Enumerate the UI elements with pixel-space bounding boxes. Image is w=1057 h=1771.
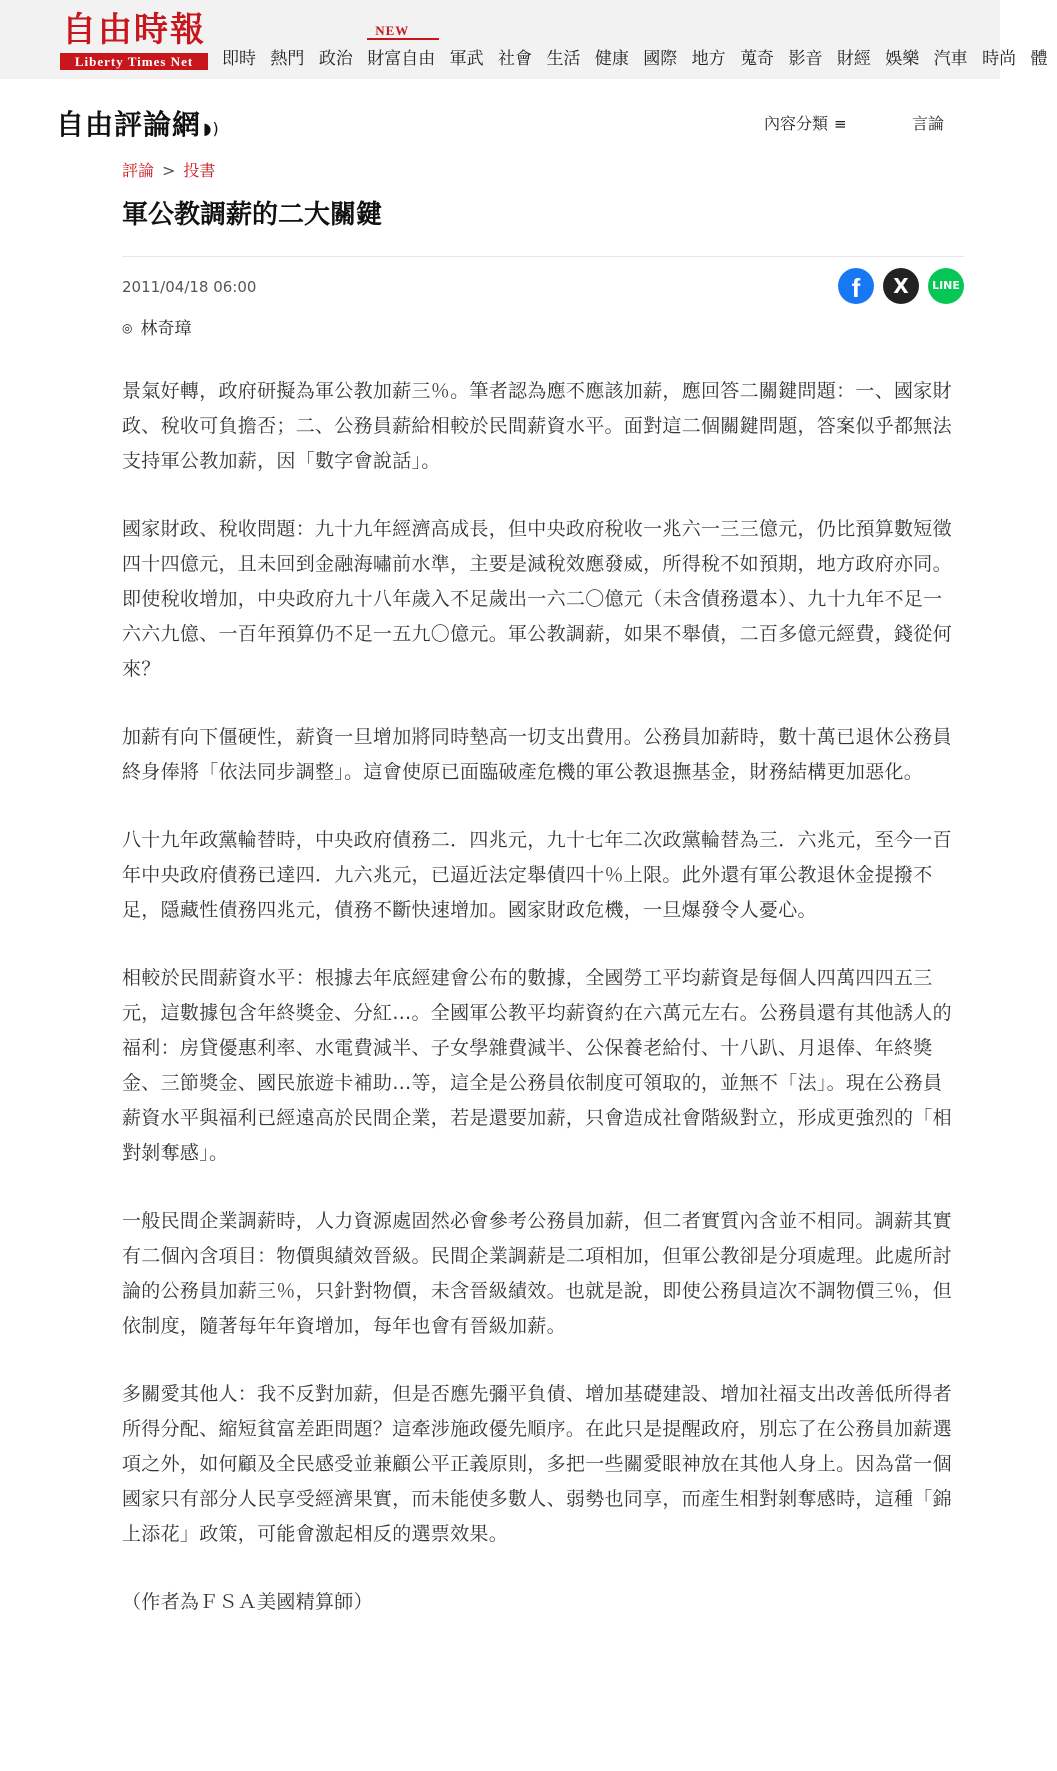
speech-link[interactable]: 言論 xyxy=(912,114,945,133)
author-name: 林奇璋 xyxy=(140,319,192,339)
author-icon: ◎ xyxy=(122,321,133,335)
new-badge-underline xyxy=(367,38,439,40)
article-paragraph: 加薪有向下僵硬性，薪資一旦增加將同時墊高一切支出費用。公務員加薪時，數十萬已退休公務員終身俸將「依法同步調整」。這會使原已面臨破產危機的軍公教退撫基金，財務結構更加惡化。 xyxy=(122,726,952,783)
nav-item-video[interactable]: 影音 xyxy=(788,49,823,69)
new-badge: NEW xyxy=(375,23,410,38)
section-header xyxy=(0,79,1000,159)
nav-item-wealth[interactable] xyxy=(367,23,436,69)
chevron-right-icon: > xyxy=(162,161,176,180)
x-share-icon[interactable]: X xyxy=(883,268,919,304)
hamburger-icon: ≡ xyxy=(834,115,847,133)
nav-item-realtime[interactable]: 即時 xyxy=(222,49,256,69)
breadcrumb-submission[interactable]: 投書 xyxy=(183,161,216,180)
line-share-icon[interactable]: LINE xyxy=(928,268,964,304)
nav-item-hot[interactable]: 熱門 xyxy=(270,49,305,69)
opinion-brand-logo[interactable] xyxy=(56,103,220,143)
article-paragraph: 國家財政、稅收問題：九十九年經濟高成長，但中央政府稅收一兆六一三三億元，仍比預算數短徵四十四億元，且未回到金融海嘯前水準，主要是減稅效應發威，所得稅不如預期，地方政府亦同。即使稅收增加，中央政府九十八年歲入不足歲出一六二〇億元（未含債務還本）、九十九年不足一六六九億、一百年預算仍不足一五九〇億元。軍公教調薪，如果不舉債，二百多億元經費，錢從何來？ xyxy=(122,518,952,680)
title-divider xyxy=(122,256,964,257)
opinion-brand-text: 自由評論網 xyxy=(56,108,202,141)
article-author xyxy=(122,314,191,339)
article-date: 2011/04/18 06:00 xyxy=(122,278,257,296)
nav-item-sports[interactable]: 體 xyxy=(1030,49,1048,69)
article-paragraph: 八十九年政黨輪替時，中央政府債務二．四兆元，九十七年二次政黨輪替為三．六兆元，至今一百年中央政府債務已達四．九六兆元，已逼近法定舉債四十％上限。此外還有軍公教退休金提撥不足，隱藏性債務四兆元，債務不斷快速增加。國家財政危機，一旦爆發令人憂心。 xyxy=(122,829,952,921)
article-body xyxy=(122,374,954,1653)
facebook-share-icon[interactable]: f xyxy=(838,268,874,304)
nav-item-fashion[interactable]: 時尚 xyxy=(982,49,1017,69)
nav-item-society[interactable]: 社會 xyxy=(498,49,533,69)
main-nav xyxy=(222,23,1057,69)
nav-item-life[interactable]: 生活 xyxy=(546,49,581,69)
article-paragraph: 相較於民間薪資水平：根據去年底經建會公布的數據，全國勞工平均薪資是每個人四萬四四五三元，這數據包含年終獎金、分紅…。全國軍公教平均薪資約在六萬元左右。公務員還有其他誘人的福利：房貸優惠利率、水電費減半、子女學雜費減半、公保養老給付、十八趴、月退俸、年終獎金、三節獎金、國民旅遊卡補助…等，這全是公務員依制度可領取的，並無不「法」。現在公務員薪資水平與福利已經遠高於民間企業，若是還要加薪，只會造成社會階級對立，形成更強烈的「相對剝奪感」。 xyxy=(122,967,952,1164)
share-buttons xyxy=(838,268,964,304)
broadcast-icon: ◗) xyxy=(203,119,220,138)
article-paragraph: 景氣好轉，政府研擬為軍公教加薪三％。筆者認為應不應該加薪，應回答二關鍵問題：一、國家財政、稅收可負擔否；二、公務員薪給相較於民間薪資水平。面對這二個關鍵問題，答案似乎都無法支持軍公教加薪，因「數字會說話」。 xyxy=(122,380,952,472)
breadcrumb xyxy=(122,158,215,181)
nav-item-politics[interactable]: 政治 xyxy=(318,49,353,69)
breadcrumb-opinion[interactable]: 評論 xyxy=(122,161,155,180)
article-title: 軍公教調薪的二大關鍵 xyxy=(122,200,383,230)
liberty-times-logo[interactable] xyxy=(60,10,208,70)
nav-item-military[interactable]: 軍武 xyxy=(449,49,484,69)
nav-item-entertainment[interactable]: 娛樂 xyxy=(885,49,920,69)
nav-item-international[interactable]: 國際 xyxy=(643,49,678,69)
nav-item-auto[interactable]: 汽車 xyxy=(933,49,968,69)
author-note: （作者為ＦＳＡ美國精算師） xyxy=(122,1591,373,1613)
nav-item-health[interactable]: 健康 xyxy=(594,49,629,69)
logo-english-text: Liberty Times Net xyxy=(60,53,208,70)
nav-item-curious[interactable]: 蒐奇 xyxy=(740,49,775,69)
nav-item-finance[interactable]: 財經 xyxy=(836,49,871,69)
top-navbar xyxy=(0,0,1048,79)
nav-item-wealth-label: 財富自由 xyxy=(367,49,436,69)
article-paragraph: 一般民間企業調薪時，人力資源處固然必會參考公務員加薪，但二者實質內含並不相同。調薪其實有二個內含項目：物價與績效晉級。民間企業調薪是二項相加，但軍公教卻是分項處理。此處所討論的公務員加薪三％，只針對物價，未含晉級績效。也就是說，即使公務員這次不調物價三％，但依制度，隨著每年年資增加，每年也會有晉級加薪。 xyxy=(122,1210,952,1337)
content-category-label: 內容分類 xyxy=(764,114,829,133)
article-paragraph: 多關愛其他人：我不反對加薪，但是否應先彌平負債、增加基礎建設、增加社福支出改善低所得者所得分配、縮短貧富差距問題？這牽涉施政優先順序。在此只是提醒政府，別忘了在公務員加薪選項之外，如何顧及全民感受並兼顧公平正義原則，多把一些關愛眼神放在其他人身上。因為當一個國家只有部分人民享受經濟果實，而未能使多數人、弱勢也同享，而產生相對剝奪感時，這種「錦上添花」政策，可能會激起相反的選票效果。 xyxy=(122,1383,952,1545)
nav-item-local[interactable]: 地方 xyxy=(691,49,726,69)
logo-chinese-text: 自由時報 xyxy=(62,10,206,50)
content-category-menu[interactable] xyxy=(764,111,847,134)
